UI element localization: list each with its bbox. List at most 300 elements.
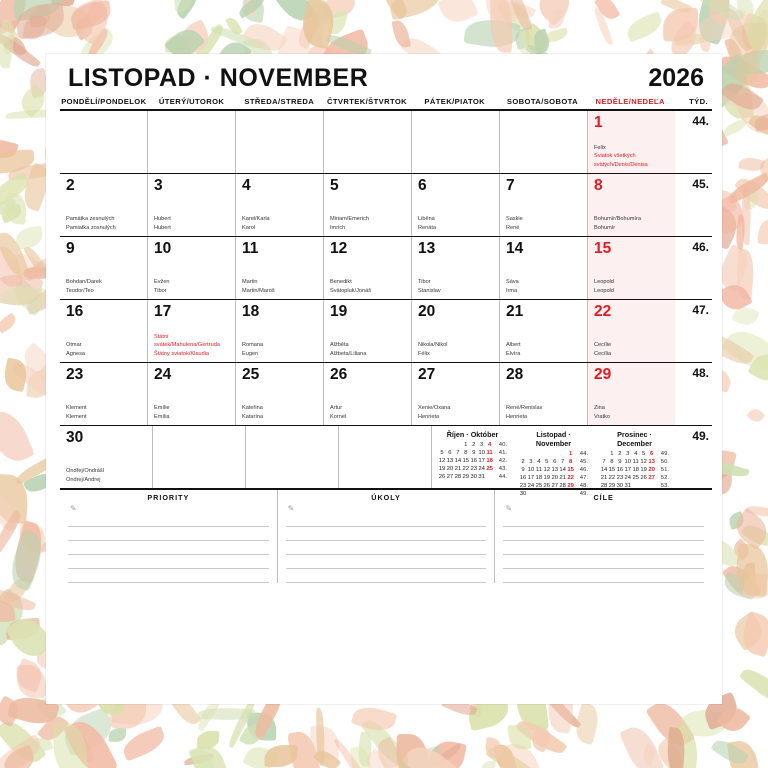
calendar-day-cell[interactable]: [236, 174, 324, 236]
calendar-day-cell[interactable]: [236, 111, 324, 173]
calendar-day-cell[interactable]: [60, 300, 148, 362]
calendar-week-row: [60, 111, 712, 174]
mini-week-number: 51.: [660, 467, 669, 473]
calendar-day-cell[interactable]: [148, 300, 236, 362]
day-number: 22: [594, 303, 612, 320]
mini-day: 28: [600, 483, 608, 489]
note-line[interactable]: [68, 541, 269, 555]
calendar-day-cell[interactable]: [324, 363, 412, 425]
calendar-day-cell[interactable]: [588, 111, 675, 173]
mini-day: [632, 482, 640, 490]
mini-day: 29: [462, 474, 470, 480]
mini-day: 18: [632, 467, 639, 473]
leaf-shape: [623, 11, 664, 43]
calendar-day-cell[interactable]: [412, 300, 500, 362]
mini-day: [438, 441, 446, 449]
mini-day: 30: [616, 483, 624, 489]
day-number: 3: [154, 177, 163, 194]
day-number: 20: [418, 303, 436, 320]
calendar-week-row: [60, 174, 712, 237]
mini-day: 21: [559, 475, 566, 481]
notes-tasks[interactable]: [278, 490, 496, 583]
mini-day: 3: [626, 451, 630, 457]
nameday-entry: Imrich: [330, 224, 346, 231]
nameday-entry: Kornel: [330, 413, 347, 420]
mini-day: 26: [543, 483, 551, 489]
calendar-day-cell[interactable]: [236, 300, 324, 362]
calendar-day-cell[interactable]: [148, 237, 236, 299]
mini-day: 30: [519, 491, 527, 497]
mini-month-week: [600, 474, 669, 482]
day-number: 21: [506, 303, 524, 320]
notes-priority[interactable]: [60, 490, 278, 583]
day-number: 12: [330, 240, 348, 257]
mini-day: 11: [535, 467, 542, 473]
mini-month-table: [519, 450, 588, 498]
mini-month-week: [519, 466, 588, 474]
mini-day: [535, 490, 543, 498]
nameday-list: [66, 215, 143, 232]
week-number: 45.: [692, 177, 709, 191]
nameday-list: [594, 341, 671, 358]
nameday-entry: Martin/Maroš: [242, 287, 275, 294]
mini-day: 11: [486, 450, 493, 456]
mini-day: [559, 490, 567, 498]
nameday-list: [154, 404, 231, 421]
mini-day: [527, 490, 535, 498]
nameday-list: [242, 341, 319, 358]
day-number: 11: [242, 240, 259, 257]
calendar-day-cell[interactable]: [412, 237, 500, 299]
mini-day: 17: [624, 467, 632, 473]
mini-week-number: 46.: [579, 467, 588, 473]
calendar-day-cell[interactable]: [588, 363, 675, 425]
mini-day: 15: [567, 467, 574, 473]
weekday-header-row: [60, 97, 712, 111]
mini-day: 20: [446, 466, 454, 472]
day-number: 8: [594, 177, 603, 194]
mini-day: 24: [527, 483, 535, 489]
day-number: 16: [66, 303, 84, 320]
nameday-list: [242, 215, 319, 232]
calendar-day-cell[interactable]: [588, 174, 675, 236]
mini-week-number: 40.: [498, 442, 507, 448]
note-line[interactable]: [503, 569, 704, 583]
nameday-list: [506, 278, 583, 295]
nameday-entry: Teodor/Teo: [66, 287, 94, 294]
note-line[interactable]: [503, 513, 704, 527]
week-number-header: TÝD.: [689, 97, 709, 106]
weekday-label-2: STŘEDA/STREDA: [244, 97, 315, 106]
nameday-entry: Miriam/Emerich: [330, 216, 369, 223]
mini-day: [454, 441, 462, 449]
pencil-icon: ✎: [287, 504, 295, 513]
leaf-shape: [747, 406, 766, 425]
mini-day: 26: [640, 475, 647, 481]
nameday-entry: Alžbeta/Liliana: [330, 350, 367, 357]
calendar-day-cell[interactable]: [60, 174, 148, 236]
note-line[interactable]: [286, 513, 487, 527]
mini-day: 23: [519, 483, 527, 489]
mini-day: 7: [456, 450, 460, 456]
mini-day: 29: [608, 483, 616, 489]
calendar-day-cell[interactable]: [236, 363, 324, 425]
leaf-shape: [757, 218, 768, 245]
mini-week-number: 50.: [660, 459, 669, 465]
notes-goals[interactable]: [495, 490, 712, 583]
mini-day: 2: [472, 442, 476, 448]
note-line[interactable]: [503, 527, 704, 541]
mini-month-week: [519, 458, 588, 466]
mini-day: 4: [487, 442, 492, 448]
mini-day: [567, 490, 575, 498]
calendar-day-cell[interactable]: [324, 237, 412, 299]
mini-day: [551, 450, 559, 458]
mini-day: 14: [559, 467, 566, 473]
mini-day: 16: [616, 467, 624, 473]
mini-day: 13: [551, 467, 558, 473]
nameday-entry: Karel/Karla: [242, 216, 270, 223]
week-number: 48.: [692, 366, 709, 380]
nameday-entry: René: [506, 224, 520, 231]
calendar-day-cell[interactable]: [500, 237, 588, 299]
mini-day: 25: [632, 475, 639, 481]
calendar-day-cell[interactable]: [60, 111, 148, 173]
mini-day: 9: [472, 450, 476, 456]
leaf-shape: [70, 0, 113, 30]
mini-day: 1: [464, 442, 468, 448]
notes-section: [60, 489, 712, 583]
leaf-shape: [391, 19, 411, 50]
mini-day: 3: [529, 459, 533, 465]
nameday-list: [330, 278, 407, 295]
nameday-entry: Svätopluk/Jonáš: [330, 287, 372, 294]
calendar-day-cell[interactable]: [500, 300, 588, 362]
leaf-shape: [721, 118, 749, 138]
nameday-list: [154, 215, 231, 232]
mini-day: 12: [640, 459, 647, 465]
calendar-sheet: [46, 54, 722, 704]
mini-day: 25: [535, 483, 543, 489]
nameday-entry: Klement: [66, 405, 87, 412]
nameday-entry: Pamiatka zosnulých: [66, 224, 116, 231]
mini-day: 23: [470, 466, 477, 472]
mini-day: 28: [454, 474, 462, 480]
nameday-entry: Liběna: [418, 216, 435, 223]
nameday-entry: Klement: [66, 413, 87, 420]
mini-day: 8: [464, 450, 468, 456]
nameday-entry: Štátny sviatok/Klaudia: [154, 350, 210, 357]
day-number: 28: [506, 366, 524, 383]
mini-day: 6: [649, 451, 654, 457]
calendar-day-cell[interactable]: [60, 426, 153, 488]
nameday-list: [506, 404, 583, 421]
mini-day: [551, 490, 559, 498]
note-line[interactable]: [286, 569, 487, 583]
year-label: 2026: [648, 64, 704, 92]
nameday-entry: Emília: [154, 413, 170, 420]
calendar-day-cell[interactable]: [324, 300, 412, 362]
nameday-list: [506, 215, 583, 232]
mini-day: [600, 450, 608, 458]
nameday-entry: Felix: [594, 144, 606, 151]
note-line[interactable]: [286, 527, 487, 541]
day-number: 4: [242, 177, 251, 194]
calendar-day-cell-empty: [246, 426, 339, 488]
nameday-list: [418, 215, 495, 232]
mini-day: 8: [610, 459, 614, 465]
nameday-entry: Xenie/Oxana: [418, 405, 451, 412]
note-line[interactable]: [68, 569, 269, 583]
mini-day: 30: [470, 474, 477, 480]
mini-day: 24: [624, 475, 632, 481]
mini-day: 20: [648, 467, 655, 473]
calendar-day-cell[interactable]: [148, 174, 236, 236]
month-title: LISTOPAD · NOVEMBER: [68, 64, 369, 92]
mini-day: 7: [561, 459, 565, 465]
nameday-entry: Cecílie: [594, 342, 612, 349]
mini-day: 3: [480, 442, 484, 448]
mini-day: 14: [600, 467, 608, 473]
leaf-shape: [387, 0, 443, 21]
weekday-label-0: PONDĚLÍ/PONDELOK: [61, 97, 147, 106]
nameday-entry: Félix: [418, 350, 430, 357]
nameday-list: [242, 404, 319, 421]
mini-day: 31: [478, 474, 485, 480]
nameday-entry: Tibor: [154, 287, 167, 294]
nameday-entry: Benedikt: [330, 279, 352, 286]
mini-day: 14: [454, 458, 462, 464]
note-line[interactable]: [68, 513, 269, 527]
mini-month-week: [438, 465, 507, 473]
mini-day: 12: [438, 458, 446, 464]
mini-day: [543, 450, 551, 458]
calendar-day-cell[interactable]: [588, 237, 675, 299]
mini-day: 7: [602, 459, 606, 465]
nameday-entry: Vratko: [594, 413, 610, 420]
day-number: 25: [242, 366, 260, 383]
calendar-day-cell[interactable]: [148, 363, 236, 425]
day-number: 10: [154, 240, 172, 257]
mini-month-week: [600, 482, 669, 490]
mini-day: 27: [648, 475, 655, 481]
calendar-day-cell[interactable]: [60, 237, 148, 299]
weekday-label-6: NEDĚLE/NEDEĽA: [595, 97, 665, 106]
mini-day: [559, 450, 567, 458]
mini-day: 19: [438, 466, 446, 472]
leaf-shape: [0, 405, 35, 468]
mini-month-week: [519, 482, 588, 490]
nameday-entry: Leopold: [594, 279, 614, 286]
mini-week-number: 41.: [498, 450, 507, 456]
calendar-day-cell[interactable]: [60, 363, 148, 425]
nameday-entry: Ondrej/Andrej: [66, 476, 101, 483]
mini-day: 27: [551, 483, 558, 489]
mini-day: 15: [462, 458, 470, 464]
nameday-list: [506, 341, 583, 358]
pencil-icon: ✎: [70, 504, 77, 513]
mini-month-week: [438, 449, 507, 457]
mini-day: 13: [446, 458, 454, 464]
leaf-shape: [108, 727, 126, 742]
mini-month-table: [438, 441, 507, 481]
nameday-entry: René/Renislav: [506, 405, 543, 412]
mini-month-2: [594, 430, 675, 490]
calendar-day-cell[interactable]: [500, 174, 588, 236]
calendar-day-cell-empty: [153, 426, 246, 488]
nameday-entry: Sviatok všetkých svätých/Denis/Denisa: [594, 153, 648, 168]
calendar-day-cell[interactable]: [324, 174, 412, 236]
mini-day: 18: [486, 458, 493, 464]
mini-day: 15: [608, 467, 616, 473]
calendar-day-cell[interactable]: [324, 111, 412, 173]
mini-day: 22: [462, 466, 470, 472]
leaf-shape: [0, 312, 19, 333]
mini-day: 22: [608, 475, 616, 481]
notes-tasks-title: ÚKOLY: [371, 493, 401, 502]
mini-month-week: [519, 450, 588, 458]
mini-months: [432, 426, 675, 497]
mini-day: 2: [521, 459, 525, 465]
note-line[interactable]: [503, 541, 704, 555]
calendar-day-cell[interactable]: [412, 363, 500, 425]
mini-month-week: [600, 466, 669, 474]
mini-day: 21: [454, 466, 462, 472]
mini-day: 11: [632, 459, 639, 465]
nameday-entry: Renáta: [418, 224, 437, 231]
notes-goals-title: CÍLE: [593, 493, 614, 502]
mini-day: 10: [478, 450, 485, 456]
nameday-list: [594, 404, 671, 421]
mini-day: 22: [567, 475, 574, 481]
mini-day: 16: [470, 458, 477, 464]
day-number: 6: [418, 177, 427, 194]
mini-month-0: [432, 430, 513, 481]
mini-day: 10: [527, 467, 535, 473]
mini-month-title: Prosinec · December: [617, 430, 652, 448]
mini-day: [486, 473, 494, 481]
note-line[interactable]: [503, 555, 704, 569]
nameday-entry: Otmar: [66, 342, 82, 349]
week-number: 47.: [692, 303, 709, 317]
nameday-entry: Ondřej/Ondrášl: [66, 468, 104, 475]
mini-day: [543, 490, 551, 498]
nameday-list: [594, 144, 671, 169]
note-line[interactable]: [286, 541, 487, 555]
mini-day: 19: [640, 467, 647, 473]
calendar-day-cell[interactable]: [500, 111, 588, 173]
nameday-entry: Henrieta: [506, 413, 528, 420]
mini-day: 4: [634, 451, 638, 457]
mini-day: 17: [478, 458, 485, 464]
nameday-entry: Tibor: [418, 279, 431, 286]
day-number: 26: [330, 366, 348, 383]
mini-day: [648, 482, 656, 490]
nameday-entry: Sáva: [506, 279, 519, 286]
nameday-list: [154, 333, 231, 358]
mini-day: [527, 450, 535, 458]
nameday-list: [418, 278, 495, 295]
calendar-day-cell[interactable]: [412, 111, 500, 173]
mini-day: [519, 450, 527, 458]
nameday-entry: Bohdan/Darek: [66, 279, 102, 286]
calendar-day-cell[interactable]: [412, 174, 500, 236]
notes-priority-title: PRIORITY: [147, 493, 190, 502]
mini-week-number: 47.: [579, 475, 588, 481]
mini-day: 29: [567, 483, 574, 489]
day-number: 17: [154, 303, 172, 320]
leaf-shape: [119, 726, 168, 762]
weekday-label-4: PÁTEK/PIATOK: [424, 97, 486, 106]
nameday-list: [66, 404, 143, 421]
note-line[interactable]: [68, 555, 269, 569]
nameday-entry: Henrieta: [418, 413, 440, 420]
mini-day: 19: [543, 475, 551, 481]
mini-day: 27: [446, 474, 454, 480]
nameday-list: [242, 278, 319, 295]
mini-month-table: [600, 450, 669, 490]
nameday-entry: Karol: [242, 224, 256, 231]
day-number: 1: [594, 114, 603, 131]
mini-month-1: [513, 430, 594, 498]
mini-month-week: [438, 441, 507, 449]
day-number: 24: [154, 366, 172, 383]
nameday-entry: Nikola/Nikol: [418, 342, 448, 349]
calendar-day-cell[interactable]: [500, 363, 588, 425]
mini-day: 2: [618, 451, 622, 457]
week-number: 46.: [692, 240, 709, 254]
nameday-list: [330, 404, 407, 421]
pencil-icon: ✎: [505, 504, 513, 513]
note-line[interactable]: [68, 527, 269, 541]
mini-day: 5: [440, 450, 444, 456]
calendar-day-cell[interactable]: [236, 237, 324, 299]
nameday-entry: Agnesa: [66, 350, 85, 357]
nameday-entry: Bohumír: [594, 224, 616, 231]
leaf-shape: [739, 663, 768, 710]
day-number: 2: [66, 177, 75, 194]
leaf-shape: [484, 737, 502, 759]
day-number: 23: [66, 366, 84, 383]
nameday-entry: Památka zesnulých: [66, 216, 115, 223]
nameday-list: [66, 467, 148, 484]
day-number: 15: [594, 240, 612, 257]
mini-week-number: 44.: [579, 451, 588, 457]
week-number: 44.: [692, 114, 709, 128]
calendar-day-cell[interactable]: [148, 111, 236, 173]
nameday-list: [330, 215, 407, 232]
mini-day: 25: [486, 466, 493, 472]
leaf-shape: [14, 225, 44, 249]
mini-day: [535, 450, 543, 458]
mini-day: 23: [616, 475, 624, 481]
mini-month-title: Říjen · Október: [446, 430, 499, 439]
nameday-entry: Albert: [506, 342, 521, 349]
nameday-list: [154, 278, 231, 295]
day-number: 9: [66, 240, 75, 257]
calendar-day-cell[interactable]: [588, 300, 675, 362]
mini-week-number: 49.: [660, 451, 669, 457]
mini-month-week: [600, 458, 669, 466]
day-number: 18: [242, 303, 260, 320]
mini-day: 28: [559, 483, 566, 489]
mini-day: 20: [551, 475, 558, 481]
weekday-label-1: ÚTERÝ/UTOROK: [158, 97, 225, 106]
nameday-entry: Irma: [506, 287, 518, 294]
weekday-label-3: ČTVRTEK/ŠTVRTOK: [326, 97, 408, 106]
day-number: 14: [506, 240, 524, 257]
note-line[interactable]: [286, 555, 487, 569]
